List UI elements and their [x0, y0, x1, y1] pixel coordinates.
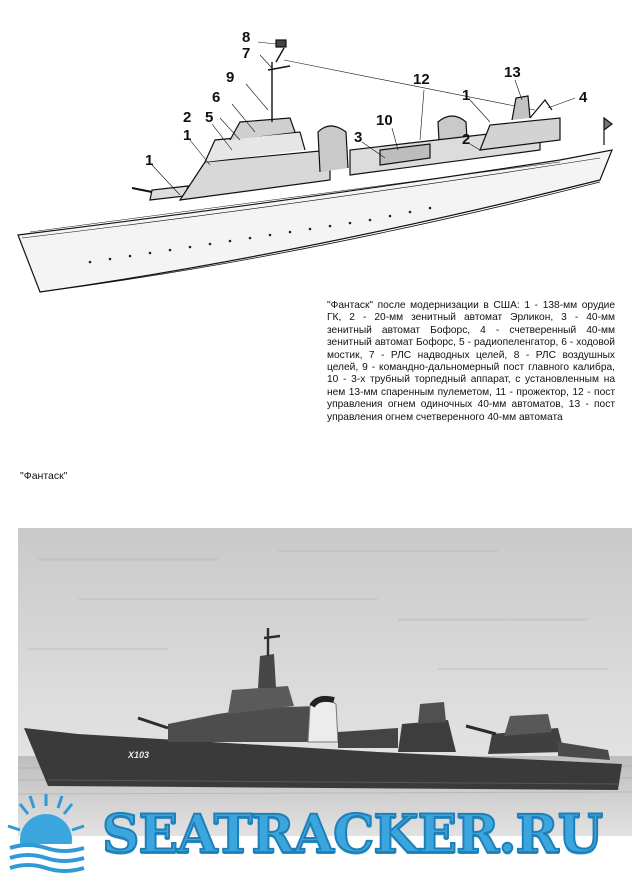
callout-7: 7	[242, 45, 251, 62]
callout-13: 13	[504, 64, 521, 81]
hull-number: X103	[128, 750, 150, 760]
callout-2: 2	[462, 131, 471, 148]
callout-8: 8	[242, 29, 251, 46]
callout-9: 9	[226, 69, 235, 86]
callout-1: 1	[462, 87, 471, 104]
callout-3: 3	[354, 129, 363, 146]
callout-1: 1	[145, 152, 154, 169]
callout-10: 10	[376, 112, 393, 129]
callout-6: 6	[212, 89, 221, 106]
ship-line-drawing	[0, 0, 642, 300]
callout-1: 1	[183, 127, 192, 144]
photo-title: "Фантаск"	[20, 470, 68, 482]
callout-5: 5	[205, 109, 214, 126]
figure-caption: "Фантаск" после модернизации в США: 1 - 138-мм орудие ГК, 2 - 20-мм зенитный автомат Эрликон, 3 - 40-мм зенитный автомат Бофорс, 4 - счетверенный 40-мм зенитный автомат Бофорс, 5 - радиопеленгатор, 6 - ходовой мостик, 7 - РЛС надводных целей, 8 - РЛС воздушных целей, 9 - командно-дальномерный пост главного калибра, 10 - 3-х трубный торпедный аппарат, с установленным на нем 13-мм спаренным пулеметом, 11 - прожектор, 12 - пост управления огнем одиночных 40-мм автоматов, 13 - пост управления огнем счетверенного 40-мм автомата	[327, 300, 615, 423]
callout-4: 4	[579, 89, 588, 106]
callout-12: 12	[413, 71, 430, 88]
callout-2: 2	[183, 109, 192, 126]
sun-over-waves-icon	[8, 794, 84, 884]
watermark-text: SEATRACKER.RU	[102, 804, 603, 865]
